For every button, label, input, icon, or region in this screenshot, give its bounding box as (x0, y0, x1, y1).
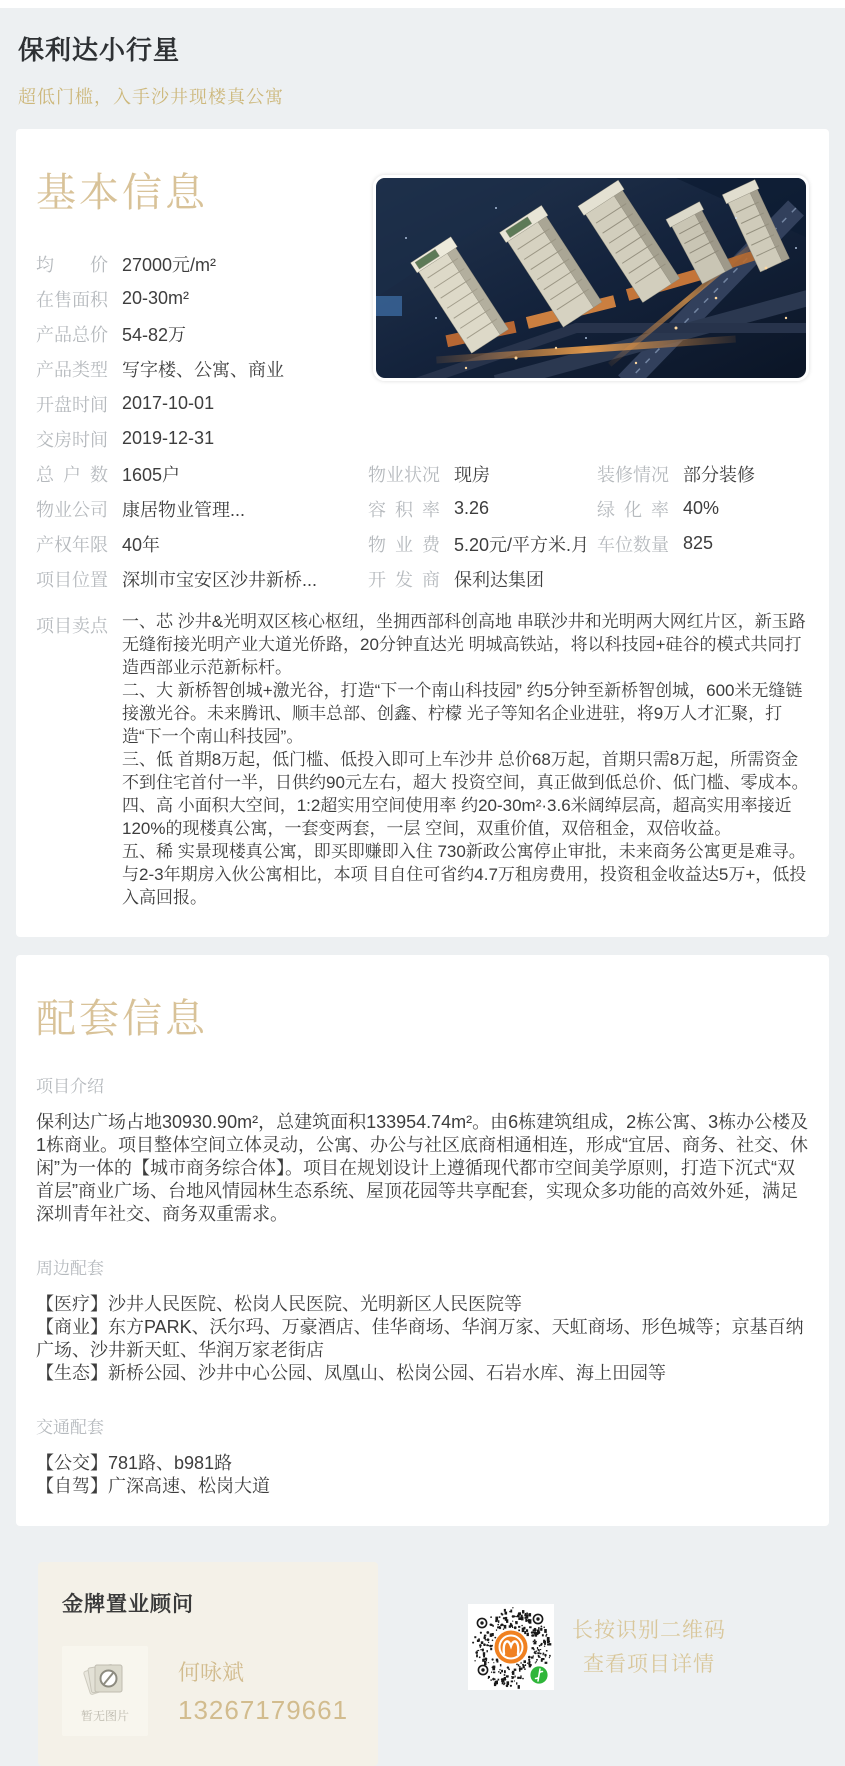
no-image-icon (81, 1659, 129, 1701)
info-label: 容积率 (368, 499, 440, 520)
info-row (36, 351, 371, 386)
info-row (368, 561, 597, 596)
text-line: 四、高 小面积大空间，1:2超实用空间使用率 约20-30m²·3.6米阔绰层高，超高实用率接近120%的现楼真公寓，一套变两套，一层 空间，双重价值，双倍租金，双倍收益。 (122, 796, 792, 838)
info-value: 20-30m² (122, 288, 190, 308)
text-line: 【商业】东方PARK、沃尔玛、万豪酒店、佳华商场、华润万家、天虹商场、形色城等；京基百纳广场、沙井新天虹、华润万家老街店 (36, 1317, 804, 1360)
info-value: 康居物业管理... (122, 499, 246, 520)
facilities-title: 配套信息 (36, 997, 208, 1041)
nearby-label: 周边配套 (36, 1259, 104, 1278)
info-label: 交房时间 (36, 429, 108, 450)
info-value: 写字楼、公寓、商业 (122, 359, 284, 380)
info-label: 物业费 (368, 534, 440, 555)
qr-caption-line2: 查看项目详情 (583, 1653, 715, 1676)
info-label: 开盘时间 (36, 394, 108, 415)
info-row (36, 246, 371, 281)
info-value: 2019-12-31 (122, 428, 215, 448)
text-line: 三、低 首期8万起，低门槛、低投入即可上车沙井 总价68万起，首期只需8万起，所需资金不到住宅首付一半，日供约90元左右，超大 投资空间，真正做到低总价、低门槛、零成本。 (122, 750, 809, 792)
basic-info-rows-col2 (368, 456, 597, 596)
info-value: 54-82万 (122, 324, 187, 345)
page-title: 保利达小行星 (18, 35, 181, 65)
info-row (597, 526, 809, 561)
info-row (36, 386, 371, 421)
agent-name: 何咏斌 (178, 1660, 245, 1685)
info-value: 3.26 (454, 498, 490, 518)
traffic-label: 交通配套 (36, 1418, 104, 1437)
info-value: 1605户 (122, 464, 181, 485)
info-label: 装修情况 (597, 464, 669, 485)
info-value: 深圳市宝安区沙井新桥... (122, 569, 318, 590)
basic-info-rows-col1 (36, 456, 368, 596)
project-intro-text: 保利达广场占地30930.90m²，总建筑面积133954.74m²。由6栋建筑组成，2栋公寓、3栋办公楼及1栋商业。项目整体空间立体灵动，公寓、办公与社区底商相通相连，形成“宜居、商务、社交、休闲”为一体的【城市商务综合体】。项目在规划设计上遵循现代都市空间美学原则，打造下沉式“双首层”商业广场、台地风情园林生态系统、屋顶花园等共享配套，实现众多功能的高效外延，满足深圳青年社交、商务双重需求。 (36, 1112, 809, 1224)
facilities-card (16, 955, 829, 1526)
qr-caption-line1: 长按识别二维码 (572, 1619, 726, 1642)
basic-info-title: 基本信息 (36, 171, 208, 215)
page-subtitle: 超低门槛，入手沙井现楼真公寓 (18, 87, 284, 107)
text-line: 一、芯 沙井&光明双区核心枢纽，坐拥西部科创高地 串联沙井和光明两大网红片区，新玉路无缝衔接光明产业大道光侨路，20分钟直达光 明城高铁站，将以科技园+硅谷的模式共同打造西部业示范新标杆。 (122, 612, 806, 677)
qr-code[interactable] (468, 1604, 554, 1690)
info-label: 车位数量 (597, 534, 669, 555)
text-line: 二、大 新桥智创城+激光谷，打造“下一个南山科技园” 约5分钟至新桥智创城，600米无缝链接激光谷。未来腾讯、顺丰总部、创鑫、柠檬 光子等知名企业进驻，将9万人才汇聚，打造“下一个南山科技园”。 (122, 681, 803, 746)
agent-photo-placeholder (62, 1646, 148, 1736)
info-value: 825 (683, 533, 714, 553)
aerial-night-render (376, 178, 808, 378)
bottom-section (16, 1562, 829, 1766)
project-intro-label: 项目介绍 (36, 1077, 104, 1096)
info-row (36, 561, 368, 596)
info-value: 40年 (122, 534, 161, 555)
text-line: 【医疗】沙井人民医院、松岗人民医院、光明新区人民医院等 (36, 1294, 522, 1314)
info-value: 部分装修 (683, 464, 755, 485)
info-label: 绿化率 (597, 499, 669, 520)
info-row (368, 526, 597, 561)
basic-info-card (16, 129, 829, 937)
info-row (597, 456, 809, 491)
info-row (36, 526, 368, 561)
qr-group (468, 1604, 726, 1690)
info-label: 产品类型 (36, 359, 108, 380)
info-value: 5.20元/平方米.月 (454, 534, 590, 555)
qr-caption (572, 1614, 726, 1682)
agent-card (38, 1562, 378, 1766)
info-row (36, 421, 371, 456)
agent-card-title: 金牌置业顾问 (62, 1593, 194, 1616)
info-label: 产权年限 (36, 534, 108, 555)
info-value: 保利达集团 (454, 569, 544, 590)
text-line: 【公交】781路、b981路 (36, 1453, 233, 1473)
info-value: 40% (683, 498, 720, 518)
page-header (0, 8, 845, 129)
info-value: 27000元/m² (122, 254, 217, 275)
selling-points-label: 项目卖点 (36, 616, 108, 636)
info-label: 物业公司 (36, 499, 108, 520)
traffic-list (36, 1452, 809, 1498)
property-render-image[interactable] (373, 175, 809, 381)
info-row (36, 281, 371, 316)
info-row (368, 491, 597, 526)
basic-info-rows-col3 (597, 456, 809, 596)
info-value: 现房 (454, 464, 490, 485)
top-strip (0, 0, 845, 8)
info-label: 项目位置 (36, 569, 108, 590)
info-row (36, 456, 368, 491)
info-label: 产品总价 (36, 324, 108, 345)
nearby-list (36, 1293, 809, 1385)
info-row (597, 491, 809, 526)
basic-info-rows-left (36, 246, 371, 456)
info-label: 均价 (36, 254, 108, 275)
info-row (36, 316, 371, 351)
info-row (36, 491, 368, 526)
info-label: 在售面积 (36, 289, 108, 310)
info-value: 2017-10-01 (122, 393, 215, 413)
no-image-text: 暂无图片 (80, 1708, 129, 1723)
info-row (368, 456, 597, 491)
text-line: 五、稀 实景现楼真公寓，即买即赚即入住 730新政公寓停止审批，未来商务公寓更是难寻。与2-3年期房入伙公寓相比，本项 目自住可省约4.7万租房费用，投资租金收益达5万+，低投入高回报。 (122, 842, 807, 907)
text-line: 【生态】新桥公园、沙井中心公园、凤凰山、松岗公园、石岩水库、海上田园等 (36, 1363, 666, 1383)
info-label: 物业状况 (368, 464, 440, 485)
info-label: 开发商 (368, 569, 440, 590)
text-line: 【自驾】广深高速、松岗大道 (36, 1476, 270, 1496)
agent-phone[interactable]: 13267179661 (178, 1695, 349, 1725)
info-label: 总户数 (36, 464, 108, 485)
selling-points-text (122, 610, 809, 909)
